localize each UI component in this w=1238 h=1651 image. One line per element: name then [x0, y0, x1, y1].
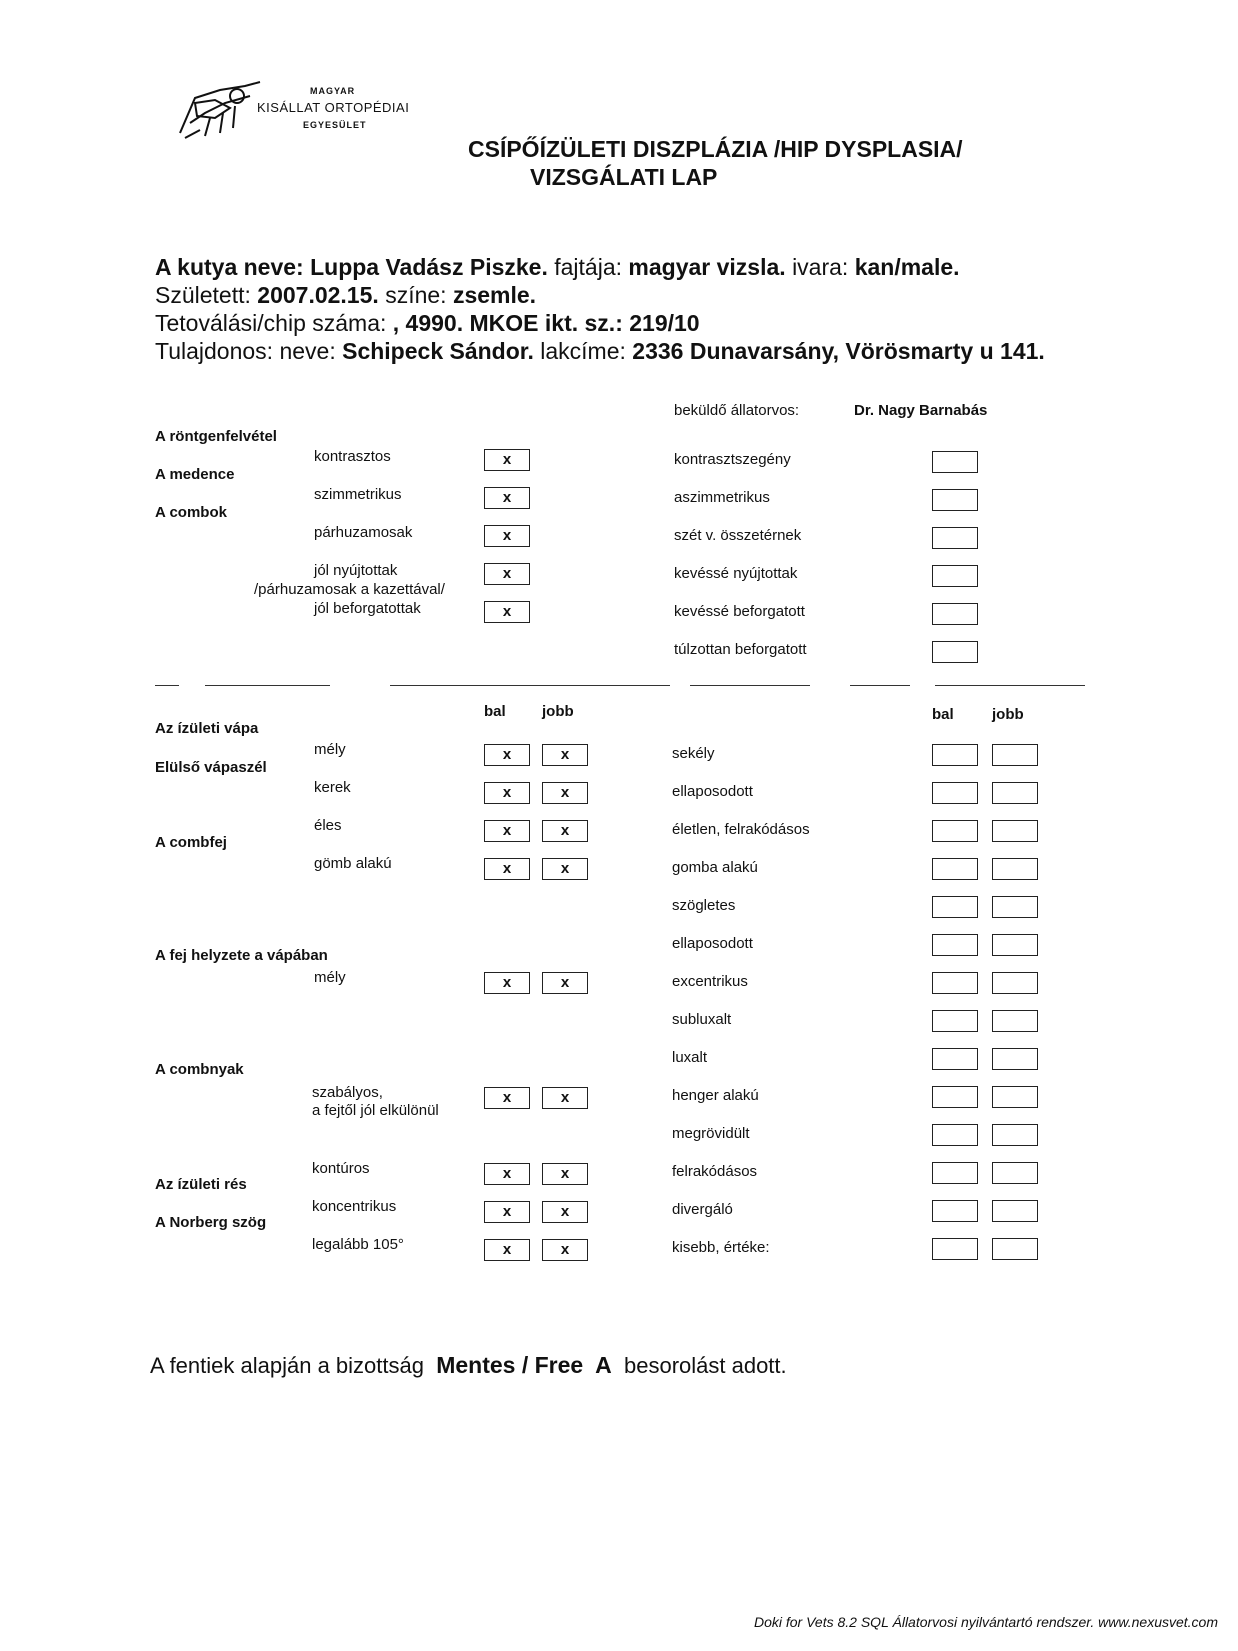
option-megrovidult: megrövidült [672, 1125, 750, 1142]
option-luxalt: luxalt [672, 1049, 708, 1066]
chip-label: Tetoválási/chip száma: [155, 310, 387, 336]
dog-breed: magyar vizsla. [628, 254, 786, 280]
option-kisebb-erteke: kisebb, értéke: [672, 1239, 770, 1256]
owner-address: 2336 Dunavarsány, Vörösmarty u 141. [632, 338, 1045, 364]
divider-segment [690, 685, 810, 686]
section1-label-femurs: A combok [155, 504, 227, 521]
option-eletlen: életlen, felrakódásos [672, 821, 810, 838]
option-keves-nyujtottak: kevéssé nyújtottak [674, 565, 798, 582]
section1-label-xray: A röntgenfelvétel [155, 428, 277, 445]
logo-line3: EGYESÜLET [303, 120, 367, 130]
divider-segment [935, 685, 1085, 686]
option-szogletes: szögletes [672, 897, 736, 914]
checkbox-tulzottan-beforgatott[interactable] [932, 641, 978, 663]
option-parhuzamosak: párhuzamosak [314, 524, 413, 541]
organization-logo [175, 78, 475, 148]
section2-label-fej-helyzete: A fej helyzete a vápában [155, 947, 328, 964]
option-henger-alaku: henger alakú [672, 1087, 759, 1104]
checkbox-subluxalt-bal[interactable] [932, 1010, 978, 1032]
option-excentrikus: excentrikus [672, 973, 748, 990]
verdict-suffix: besorolást adott. [623, 1353, 787, 1378]
dog-name-label: A kutya neve: [155, 254, 304, 280]
checkbox-kontrasztszegeny[interactable] [932, 451, 978, 473]
section2-label-vapa: Az ízületi vápa [155, 720, 259, 737]
checkbox-szabalyos-jobb[interactable]: x [542, 1087, 588, 1109]
option-ellaposodott: ellaposodott [672, 783, 753, 800]
checkbox-kisebb-bal[interactable] [932, 1238, 978, 1260]
checkbox-mely-fej-bal[interactable]: x [484, 972, 530, 994]
verdict-line [150, 1352, 787, 1379]
option-divergalo: divergáló [672, 1201, 733, 1218]
checkbox-divergalo-bal[interactable] [932, 1200, 978, 1222]
section2-label-combfej: A combfej [155, 834, 227, 851]
checkbox-norberg-bal[interactable]: x [484, 1239, 530, 1261]
checkbox-eles-jobb[interactable]: x [542, 820, 588, 842]
checkbox-koncentrikus-bal[interactable]: x [484, 1201, 530, 1223]
logo-line2: KISÁLLAT ORTOPÉDIAI [257, 100, 410, 115]
checkbox-kisebb-jobb[interactable] [992, 1238, 1038, 1260]
dog-info-line3 [155, 310, 700, 337]
checkbox-parhuzamosak[interactable]: x [484, 525, 530, 547]
checkbox-keves-nyujtottak[interactable] [932, 565, 978, 587]
checkbox-jol-nyujtottak[interactable]: x [484, 563, 530, 585]
checkbox-felrakodasos-bal[interactable] [932, 1162, 978, 1184]
option-gomba-alaku: gomba alakú [672, 859, 758, 876]
option-kerek: kerek [314, 779, 351, 796]
option-sekely: sekély [672, 745, 715, 762]
color-label: színe: [385, 282, 447, 308]
checkbox-ellaposodott2-bal[interactable] [932, 934, 978, 956]
option-note-kazetta: /párhuzamosak a kazettával/ [254, 581, 445, 598]
checkbox-mely-fej-jobb[interactable]: x [542, 972, 588, 994]
option-tulzottan-beforgatott: túlzottan beforgatott [674, 641, 807, 658]
checkbox-szogletes-bal[interactable] [932, 896, 978, 918]
option-mely-fej: mély [314, 969, 346, 986]
column-jobb-left: jobb [542, 703, 574, 720]
breed-label: fajtája: [554, 254, 623, 280]
checkbox-gomba-jobb[interactable] [992, 858, 1038, 880]
checkbox-ellaposodott2-jobb[interactable] [992, 934, 1038, 956]
section2-label-combnyak: A combnyak [155, 1061, 244, 1078]
checkbox-ellaposodott-bal[interactable] [932, 782, 978, 804]
option-eles: éles [314, 817, 342, 834]
checkbox-mely-jobb[interactable]: x [542, 744, 588, 766]
dog-info-line4 [155, 338, 1045, 365]
option-gomb-alaku: gömb alakú [314, 855, 392, 872]
checkbox-konturos-jobb[interactable]: x [542, 1163, 588, 1185]
checkbox-ellaposodott-jobb[interactable] [992, 782, 1038, 804]
checkbox-megrovidult-bal[interactable] [932, 1124, 978, 1146]
checkbox-eletlen-bal[interactable] [932, 820, 978, 842]
checkbox-kontrasztos[interactable]: x [484, 449, 530, 471]
column-bal-left: bal [484, 703, 506, 720]
divider-segment [850, 685, 910, 686]
footer-software-credit: Doki for Vets 8.2 SQL Állatorvosi nyilvántartó rendszer. www.nexusvet.com [753, 1614, 1218, 1630]
born-label: Született: [155, 282, 251, 308]
checkbox-mely-bal[interactable]: x [484, 744, 530, 766]
column-jobb-right: jobb [992, 706, 1024, 723]
section2-label-izuleti-res: Az ízületi rés [155, 1176, 247, 1193]
checkbox-kerek-jobb[interactable]: x [542, 782, 588, 804]
checkbox-felrakodasos-jobb[interactable] [992, 1162, 1038, 1184]
divider-segment [155, 685, 179, 686]
verdict-result: Mentes / Free A [436, 1352, 612, 1378]
option-keves-beforgatott: kevéssé beforgatott [674, 603, 805, 620]
verdict-prefix: A fentiek alapján a bizottság [150, 1353, 424, 1378]
checkbox-sekely-bal[interactable] [932, 744, 978, 766]
checkbox-divergalo-jobb[interactable] [992, 1200, 1038, 1222]
checkbox-luxalt-bal[interactable] [932, 1048, 978, 1070]
checkbox-excentrikus-jobb[interactable] [992, 972, 1038, 994]
document-title-line2: VIZSGÁLATI LAP [530, 164, 718, 190]
checkbox-henger-bal[interactable] [932, 1086, 978, 1108]
section1-label-pelvis: A medence [155, 466, 235, 483]
address-label: lakcíme: [540, 338, 626, 364]
dog-chip: , 4990. MKOE ikt. sz.: 219/10 [392, 310, 700, 336]
checkbox-szimmetrikus[interactable]: x [484, 487, 530, 509]
option-jol-beforgatottak: jól beforgatottak [314, 600, 421, 617]
checkbox-sekely-jobb[interactable] [992, 744, 1038, 766]
checkbox-norberg-jobb[interactable]: x [542, 1239, 588, 1261]
document-title-line1: CSÍPŐÍZÜLETI DISZPLÁZIA /HIP DYSPLASIA/ [468, 136, 963, 162]
option-szabalyos-line2: a fejtől jól elkülönül [312, 1102, 439, 1119]
owner-label: Tulajdonos: neve: [155, 338, 336, 364]
checkbox-keves-beforgatott[interactable] [932, 603, 978, 625]
checkbox-aszimmetrikus[interactable] [932, 489, 978, 511]
checkbox-eles-bal[interactable]: x [484, 820, 530, 842]
dog-sex: kan/male. [854, 254, 960, 280]
checkbox-konturos-bal[interactable]: x [484, 1163, 530, 1185]
divider-segment [205, 685, 330, 686]
dog-born: 2007.02.15. [257, 282, 379, 308]
option-jol-nyujtottak: jól nyújtottak [314, 562, 398, 579]
checkbox-szogletes-jobb[interactable] [992, 896, 1038, 918]
option-subluxalt: subluxalt [672, 1011, 732, 1028]
checkbox-eletlen-jobb[interactable] [992, 820, 1038, 842]
vet-label: beküldő állatorvos: [674, 402, 800, 419]
checkbox-jol-beforgatottak[interactable]: x [484, 601, 530, 623]
option-legalabb-105: legalább 105° [312, 1236, 404, 1253]
option-szabalyos: szabályos, [312, 1084, 383, 1101]
checkbox-luxalt-jobb[interactable] [992, 1048, 1038, 1070]
checkbox-szet-osszeternek[interactable] [932, 527, 978, 549]
checkbox-megrovidult-jobb[interactable] [992, 1124, 1038, 1146]
logo-line1: MAGYAR [310, 86, 356, 96]
option-kontrasztszegeny: kontrasztszegény [674, 451, 791, 468]
checkbox-kerek-bal[interactable]: x [484, 782, 530, 804]
option-kontrasztos: kontrasztos [314, 448, 391, 465]
vet-name: Dr. Nagy Barnabás [854, 402, 988, 419]
option-aszimmetrikus: aszimmetrikus [674, 489, 770, 506]
divider-segment [390, 685, 670, 686]
section2-label-norberg: A Norberg szög [155, 1214, 267, 1231]
option-mely: mély [314, 741, 346, 758]
column-bal-right: bal [932, 706, 954, 723]
option-konturos: kontúros [312, 1160, 370, 1177]
checkbox-henger-jobb[interactable] [992, 1086, 1038, 1108]
checkbox-szabalyos-bal[interactable]: x [484, 1087, 530, 1109]
dog-info-line1 [155, 254, 960, 281]
checkbox-gomb-bal[interactable]: x [484, 858, 530, 880]
checkbox-gomba-bal[interactable] [932, 858, 978, 880]
owner-name: Schipeck Sándor. [342, 338, 534, 364]
checkbox-subluxalt-jobb[interactable] [992, 1010, 1038, 1032]
option-felrakodasos: felrakódásos [672, 1163, 758, 1180]
option-szimmetrikus: szimmetrikus [314, 486, 402, 503]
checkbox-gomb-jobb[interactable]: x [542, 858, 588, 880]
option-szet-osszeternek: szét v. összetérnek [674, 527, 802, 544]
option-ellaposodott-2: ellaposodott [672, 935, 753, 952]
sex-label: ivara: [792, 254, 849, 280]
dog-name: Luppa Vadász Piszke. [310, 254, 548, 280]
option-koncentrikus: koncentrikus [312, 1198, 397, 1215]
checkbox-koncentrikus-jobb[interactable]: x [542, 1201, 588, 1223]
checkbox-excentrikus-bal[interactable] [932, 972, 978, 994]
dog-color: zsemle. [452, 282, 537, 308]
section2-label-vapaszel: Elülső vápaszél [155, 759, 267, 776]
dog-info-line2 [155, 282, 536, 309]
